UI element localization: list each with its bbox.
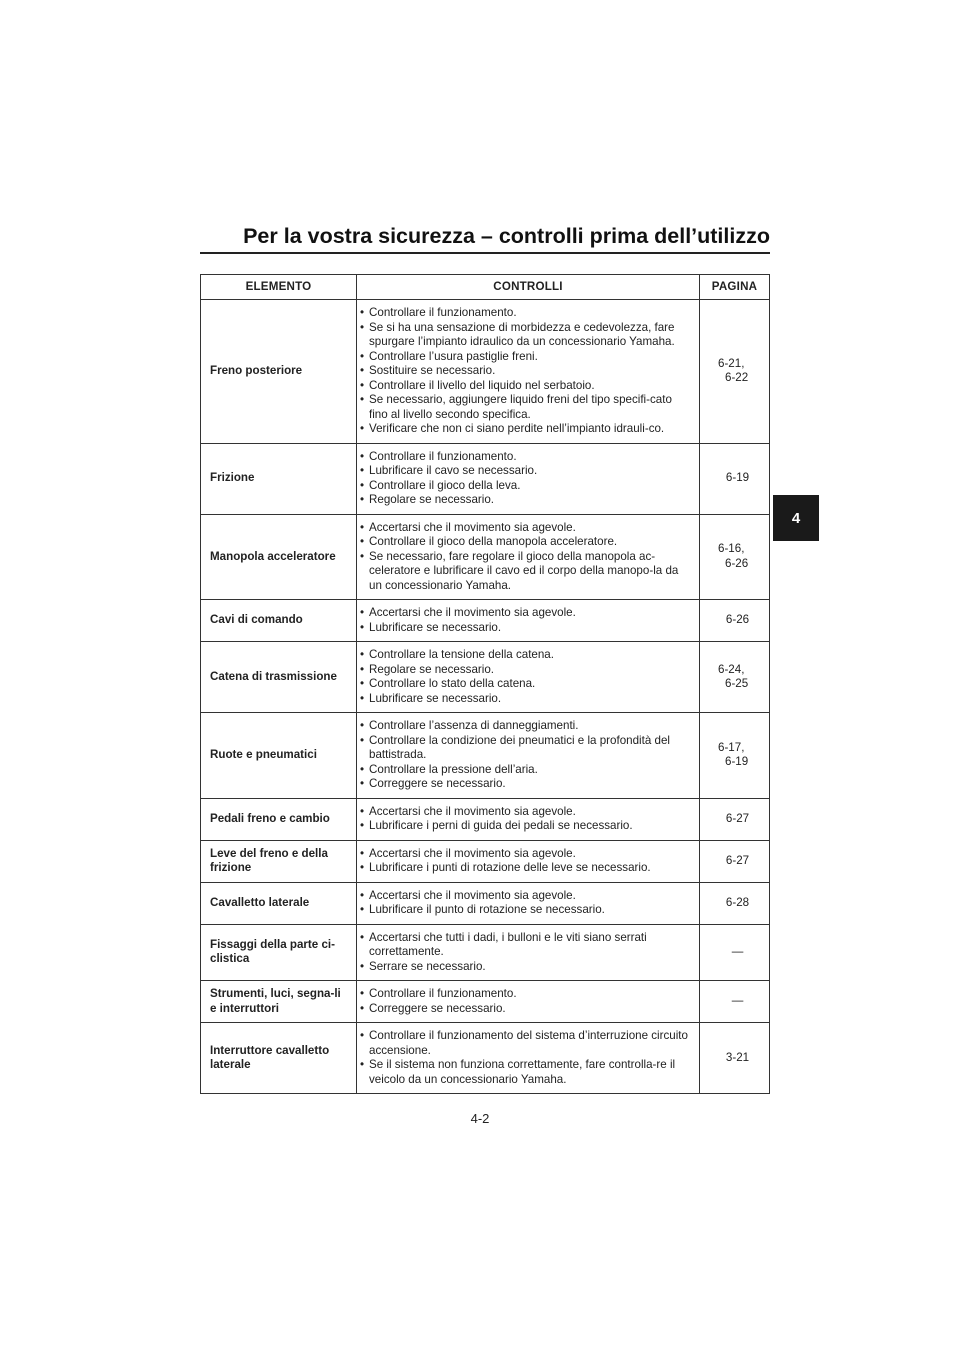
bullet-icon: •: [360, 861, 365, 874]
check-item: [360, 677, 693, 692]
bullet-icon: •: [360, 520, 365, 534]
page-ref-cell: [700, 882, 770, 924]
table-row: [201, 600, 770, 642]
page-ref-cell: [700, 713, 770, 799]
check-item: [360, 306, 693, 321]
page-title: Per la vostra sicurezza – controlli prima dell’utilizzo: [243, 224, 770, 248]
bullet-icon: •: [360, 987, 365, 1000]
check-text: Controllare lo stato della catena.: [369, 677, 536, 690]
bullet-icon: •: [360, 1001, 365, 1015]
check-item: [360, 734, 693, 763]
bullet-icon: •: [360, 762, 365, 776]
bullet-icon: •: [360, 648, 365, 661]
page-ref: —: [731, 994, 744, 1008]
check-text: Accertarsi che il movimento sia agevole.: [369, 888, 576, 902]
check-text: Lubrificare i perni di guida dei pedali se necessario.: [369, 819, 633, 832]
checks-cell: [357, 713, 700, 799]
bullet-icon: •: [360, 677, 365, 690]
page-ref: 6-21,: [718, 356, 745, 370]
table-row: [201, 642, 770, 713]
element-name: Leve del freno e della frizione: [201, 840, 357, 882]
check-item: [360, 535, 693, 550]
check-text: Controllare la tensione della catena.: [369, 648, 554, 661]
check-text: Controllare il funzionamento del sistema d’interruzione circuito accensione.: [369, 1029, 688, 1057]
check-item: [360, 1002, 693, 1017]
check-text: Lubrificare se necessario.: [369, 691, 502, 705]
element-name: Freno posteriore: [201, 300, 357, 444]
check-item: [360, 621, 693, 636]
bullet-icon: •: [360, 320, 365, 334]
check-item: [360, 1058, 693, 1087]
checks-cell: [357, 443, 700, 514]
checks-cell: [357, 840, 700, 882]
checks-cell: [357, 1023, 700, 1094]
check-item: [360, 819, 693, 834]
check-text: Controllare la pressione dell’aria.: [369, 762, 538, 776]
check-text: Controllare l’usura pastiglie freni.: [369, 349, 538, 363]
check-item: [360, 606, 693, 621]
check-item: [360, 987, 693, 1002]
bullet-icon: •: [360, 422, 365, 435]
check-text: Controllare il livello del liquido nel serbatoio.: [369, 378, 595, 392]
page-ref: 6-28: [725, 895, 750, 909]
bullet-icon: •: [360, 493, 365, 506]
bullet-icon: •: [360, 819, 365, 832]
element-name: Ruote e pneumatici: [201, 713, 357, 799]
bullet-icon: •: [360, 449, 365, 463]
check-item: [360, 692, 693, 707]
bullet-icon: •: [360, 846, 365, 860]
page-ref-cell: [700, 300, 770, 444]
title-underline: [200, 252, 770, 254]
column-header-page: PAGINA: [700, 275, 770, 300]
check-text: Controllare il funzionamento.: [369, 987, 517, 1000]
page-ref: 6-19: [725, 755, 749, 769]
page-ref: 6-22: [725, 371, 749, 385]
element-name: Frizione: [201, 443, 357, 514]
page-ref: 6-24,: [718, 662, 745, 676]
check-text: Lubrificare il cavo se necessario.: [369, 464, 538, 477]
bullet-icon: •: [360, 620, 365, 634]
check-item: [360, 550, 693, 594]
checks-cell: [357, 600, 700, 642]
checks-cell: [357, 882, 700, 924]
bullet-icon: •: [360, 930, 365, 944]
table-row: [201, 300, 770, 444]
check-item: [360, 931, 693, 960]
table-header-row: [201, 275, 770, 300]
bullet-icon: •: [360, 393, 365, 406]
element-name: Fissaggi della parte ci-clistica: [201, 924, 357, 981]
page-ref: 6-26: [725, 613, 750, 627]
check-item: [360, 1029, 693, 1058]
table-row: [201, 981, 770, 1023]
check-text: Se il sistema non funziona correttamente, fare controlla-re il veicolo da un concessionario Yamaha.: [369, 1058, 676, 1086]
check-item: [360, 464, 693, 479]
page-ref-cell: [700, 924, 770, 981]
page-ref: 3-21: [725, 1050, 750, 1064]
table-row: [201, 840, 770, 882]
column-header-element: ELEMENTO: [201, 275, 357, 300]
checks-cell: [357, 642, 700, 713]
bullet-icon: •: [360, 691, 365, 705]
check-text: Accertarsi che il movimento sia agevole.: [369, 520, 576, 534]
page-ref: 6-17,: [718, 740, 745, 754]
check-text: Accertarsi che il movimento sia agevole.: [369, 804, 576, 818]
page-number: 4-2: [470, 1111, 490, 1126]
table-row: [201, 882, 770, 924]
check-text: Se necessario, fare regolare il gioco della manopola ac-celeratore e lubrificare il cavo ed il corpo della manopo-la da un concessionario Yamaha.: [369, 549, 679, 592]
check-text: Controllare il gioco della manopola acceleratore.: [369, 535, 618, 548]
check-text: Serrare se necessario.: [369, 959, 486, 973]
check-item: [360, 321, 693, 350]
check-item: [360, 393, 693, 422]
element-name: Cavi di comando: [201, 600, 357, 642]
check-item: [360, 493, 693, 508]
check-text: Se si ha una sensazione di morbidezza e cedevolezza, fare spurgare l’impianto idraulico da un concessionario Yamaha.: [369, 320, 675, 348]
element-name: Interruttore cavalletto laterale: [201, 1023, 357, 1094]
check-item: [360, 847, 693, 862]
page-ref-cell: [700, 840, 770, 882]
page-ref-cell: [700, 1023, 770, 1094]
check-text: Controllare il gioco della leva.: [369, 478, 521, 492]
page-ref: —: [731, 945, 744, 958]
bullet-icon: •: [360, 733, 365, 747]
column-header-checks: CONTROLLI: [357, 275, 700, 300]
check-item: [360, 805, 693, 820]
bullet-icon: •: [360, 306, 365, 319]
page-ref: 6-27: [725, 853, 750, 867]
check-text: Lubrificare se necessario.: [369, 620, 502, 634]
check-item: [360, 663, 693, 678]
element-name: Manopola acceleratore: [201, 514, 357, 600]
page-ref: 6-27: [725, 811, 750, 825]
page-ref: 6-19: [725, 471, 750, 485]
check-text: Controllare l’assenza di danneggiamenti.: [369, 719, 579, 732]
check-item: [360, 763, 693, 778]
check-item: [360, 719, 693, 734]
table-row: [201, 924, 770, 981]
table-row: [201, 713, 770, 799]
checks-cell: [357, 924, 700, 981]
check-text: Accertarsi che tutti i dadi, i bulloni e le viti siano serrati correttamente.: [369, 930, 647, 958]
check-item: [360, 960, 693, 975]
check-item: [360, 777, 693, 792]
check-item: [360, 521, 693, 536]
check-item: [360, 379, 693, 394]
check-text: Verificare che non ci siano perdite nell’impianto idrauli-co.: [369, 422, 665, 435]
check-item: [360, 364, 693, 379]
inspection-table: [200, 274, 770, 1094]
page-ref-cell: [700, 642, 770, 713]
checks-cell: [357, 300, 700, 444]
check-text: Controllare la condizione dei pneumatici e la profondità del battistrada.: [369, 733, 670, 761]
page-ref-cell: [700, 514, 770, 600]
element-name: Strumenti, luci, segna-li e interruttori: [201, 981, 357, 1023]
table-row: [201, 443, 770, 514]
page-ref: 6-26: [725, 556, 749, 570]
check-item: [360, 648, 693, 663]
check-item: [360, 861, 693, 876]
check-text: Controllare il funzionamento.: [369, 306, 517, 319]
check-text: Regolare se necessario.: [369, 662, 495, 676]
page-ref-cell: [700, 798, 770, 840]
check-text: Correggere se necessario.: [369, 1001, 506, 1015]
bullet-icon: •: [360, 1058, 365, 1071]
check-text: Lubrificare i punti di rotazione delle leve se necessario.: [369, 861, 651, 874]
check-text: Regolare se necessario.: [369, 493, 495, 506]
check-item: [360, 422, 693, 437]
bullet-icon: •: [360, 478, 365, 492]
check-text: Accertarsi che il movimento sia agevole.: [369, 846, 576, 860]
check-item: [360, 903, 693, 918]
bullet-icon: •: [360, 535, 365, 548]
bullet-icon: •: [360, 662, 365, 676]
page-ref-cell: [700, 443, 770, 514]
bullet-icon: •: [360, 464, 365, 477]
bullet-icon: •: [360, 804, 365, 818]
check-text: Correggere se necessario.: [369, 777, 506, 790]
check-text: Lubrificare il punto di rotazione se necessario.: [369, 903, 605, 916]
chapter-tab: 4: [773, 495, 819, 541]
bullet-icon: •: [360, 606, 365, 619]
element-name: Pedali freno e cambio: [201, 798, 357, 840]
check-item: [360, 479, 693, 494]
check-item: [360, 450, 693, 465]
element-name: Catena di trasmissione: [201, 642, 357, 713]
bullet-icon: •: [360, 777, 365, 790]
bullet-icon: •: [360, 364, 365, 377]
table-row: [201, 1023, 770, 1094]
bullet-icon: •: [360, 349, 365, 363]
checks-cell: [357, 798, 700, 840]
check-text: Accertarsi che il movimento sia agevole.: [369, 606, 576, 619]
bullet-icon: •: [360, 719, 365, 732]
checks-cell: [357, 981, 700, 1023]
page-ref: 6-25: [725, 677, 749, 690]
bullet-icon: •: [360, 1029, 365, 1042]
checks-cell: [357, 514, 700, 600]
bullet-icon: •: [360, 888, 365, 902]
bullet-icon: •: [360, 959, 365, 973]
bullet-icon: •: [360, 903, 365, 916]
page-ref: 6-16,: [718, 542, 745, 556]
check-text: Controllare il funzionamento.: [369, 449, 517, 463]
element-name: Cavalletto laterale: [201, 882, 357, 924]
page-ref-cell: [700, 600, 770, 642]
check-item: [360, 350, 693, 365]
check-item: [360, 889, 693, 904]
bullet-icon: •: [360, 549, 365, 563]
bullet-icon: •: [360, 378, 365, 392]
check-text: Sostituire se necessario.: [369, 364, 496, 377]
page-ref-cell: [700, 981, 770, 1023]
table-row: [201, 514, 770, 600]
check-text: Se necessario, aggiungere liquido freni del tipo specifi-cato fino al livello secondo specifica.: [369, 393, 672, 421]
table-row: [201, 798, 770, 840]
